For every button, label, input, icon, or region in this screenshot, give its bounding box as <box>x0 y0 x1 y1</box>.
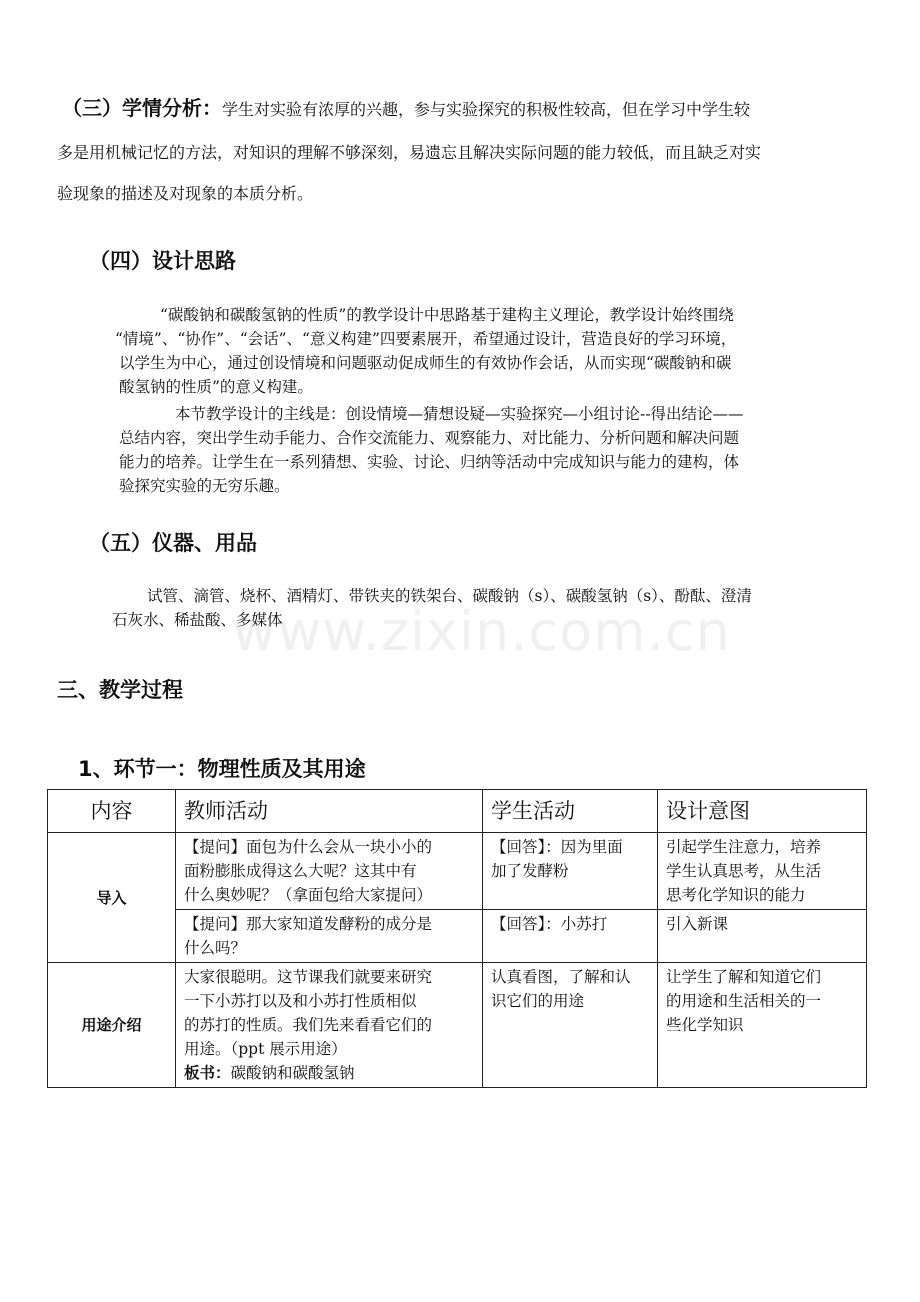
header-content: 内容 <box>48 790 176 833</box>
cell-line: 些化学知识 <box>666 1016 744 1034</box>
cell-line: 的苏打的性质。我们先来看看它们的 <box>184 1016 433 1034</box>
board-label: 板书： <box>184 1063 231 1082</box>
teacher-cell <box>176 963 483 1088</box>
cell-line: 【提问】那大家知道发酵粉的成分是 <box>184 915 433 933</box>
table-row <box>48 963 867 1088</box>
design-idea-p2-line2: 总结内容，突出学生动手能力、合作交流能力、观察能力、对比能力、分析问题和解决问题 <box>119 429 740 447</box>
board-text: 碳酸钠和碳酸氢钠 <box>230 1064 355 1082</box>
cell-line: 用途。（ppt 展示用途） <box>184 1040 347 1058</box>
watermark: www.zixin.com.cn <box>232 600 731 663</box>
intent-cell <box>658 833 867 910</box>
design-idea-heading: （四）设计思路 <box>89 249 236 273</box>
student-cell <box>483 910 658 963</box>
learning-analysis-line2: 多是用机械记忆的方法，对知识的理解不够深刻，易遗忘且解决实际问题的能力较低，而且缺乏对实 <box>57 143 762 162</box>
design-idea-p1-line4: 酸氢钠的性质”的意义构建。 <box>119 378 313 396</box>
cell-line: 引入新课 <box>666 915 729 933</box>
intent-cell <box>658 963 867 1088</box>
design-idea-p1-line3: 以学生为中心，通过创设情境和问题驱动促成师生的有效协作会话，从而实现“碳酸钠和碳 <box>119 354 732 372</box>
equipment-line1: 试管、滴管、烧杯、酒精灯、带铁夹的铁架台、碳酸钠（s）、碳酸氢钠（s）、酚酞、澄清 <box>147 587 752 605</box>
learning-analysis-text1: 学生对实验有浓厚的兴趣，参与实验探究的积极性较高，但在学习中学生较 <box>222 100 751 119</box>
row-label-intro: 导入 <box>48 833 176 963</box>
cell-line: 面粉膨胀成得这么大呢？这其中有 <box>184 862 417 880</box>
teacher-cell <box>176 833 483 910</box>
table-row <box>48 833 867 910</box>
cell-line: 【回答】：小苏打 <box>491 915 608 933</box>
board-note <box>184 1061 474 1085</box>
teaching-process-table <box>47 789 867 1088</box>
cell-line: 什么奥妙呢？（拿面包给大家提问） <box>184 886 433 904</box>
design-idea-p2-line1: 本节教学设计的主线是：创设情境—猜想设疑—实验探究—小组讨论--得出结论—— <box>175 405 744 423</box>
equipment-heading: （五）仪器、用品 <box>89 531 257 555</box>
learning-analysis-line1 <box>62 97 750 121</box>
cell-line: 大家很聪明。这节课我们就要来研究 <box>184 968 433 986</box>
cell-line: 什么吗？ <box>184 939 247 957</box>
design-idea-p2-line4: 验探究实验的无穷乐趣。 <box>119 477 290 495</box>
cell-line: 【回答】：因为里面 <box>491 838 623 856</box>
header-teacher-activity: 教师活动 <box>176 790 483 833</box>
teacher-cell <box>176 910 483 963</box>
row-label-usage: 用途介绍 <box>48 963 176 1088</box>
design-idea-p1-line2: “情境”、“协作”、“会话”、“意义构建”四要素展开，希望通过设计，营造良好的学习环境， <box>115 330 737 348</box>
equipment-line2: 石灰水、稀盐酸、多媒体 <box>112 611 283 629</box>
cell-line: 【提问】面包为什么会从一块小小的 <box>184 838 433 856</box>
cell-line: 一下小苏打以及和小苏打性质相似 <box>184 992 417 1010</box>
cell-line: 引起学生注意力，培养 <box>666 838 822 856</box>
cell-line: 让学生了解和知道它们 <box>666 968 822 986</box>
header-design-intent: 设计意图 <box>658 790 867 833</box>
design-idea-p2-line3: 能力的培养。让学生在一系列猜想、实验、讨论、归纳等活动中完成知识与能力的建构，体 <box>119 453 740 471</box>
cell-line: 识它们的用途 <box>491 992 585 1010</box>
cell-line: 加了发酵粉 <box>491 862 569 880</box>
student-cell <box>483 833 658 910</box>
cell-line: 的用途和生活相关的一 <box>666 992 822 1010</box>
learning-analysis-heading: （三）学情分析： <box>62 96 222 120</box>
intent-cell <box>658 910 867 963</box>
student-cell <box>483 963 658 1088</box>
cell-line: 认真看图，了解和认 <box>491 968 631 986</box>
table-header-row <box>48 790 867 833</box>
header-student-activity: 学生活动 <box>483 790 658 833</box>
cell-line: 思考化学知识的能力 <box>666 886 806 904</box>
learning-analysis-line3: 验现象的描述及对现象的本质分析。 <box>57 184 314 203</box>
stage1-heading: 1、环节一：物理性质及其用途 <box>78 757 366 781</box>
design-idea-p1-line1: “碳酸钠和碳酸氢钠的性质”的教学设计中思路基于建构主义理论，教学设计始终围绕 <box>160 306 734 324</box>
cell-line: 学生认真思考，从生活 <box>666 862 822 880</box>
teaching-process-heading: 三、教学过程 <box>57 678 183 702</box>
